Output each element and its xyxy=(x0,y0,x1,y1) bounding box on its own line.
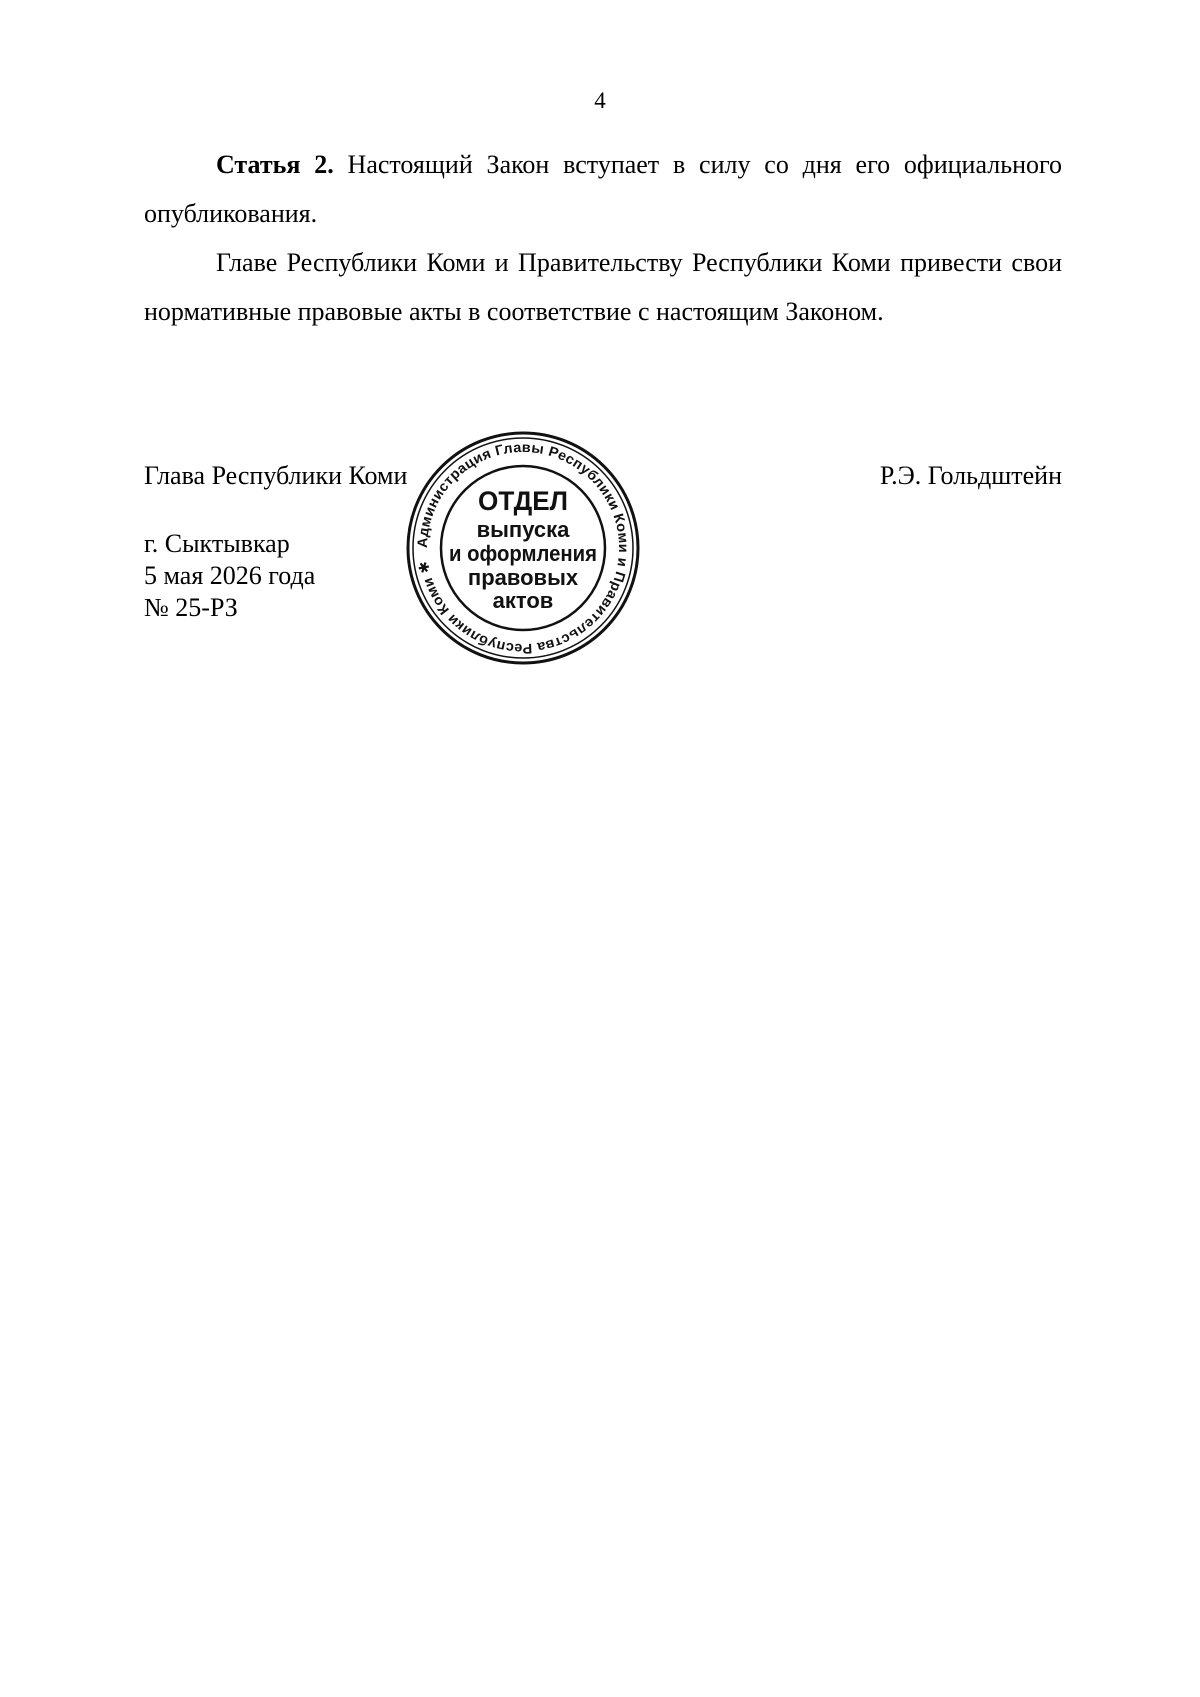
place-date-block xyxy=(144,528,315,624)
page-number: 4 xyxy=(594,88,606,113)
stamp-ring-text: Администрация Главы Республики Коми и Правительства Республики Коми ✱ xyxy=(413,438,633,658)
article-text: Настоящий Закон вступает в силу со дня его официального опубликования. xyxy=(144,150,1063,228)
article-paragraph xyxy=(144,140,1062,238)
adoption-date: 5 мая 2026 года xyxy=(144,561,316,590)
svg-text:выпуска: выпуска xyxy=(476,517,570,542)
signatory-name: Р.Э. Гольдштейн xyxy=(879,461,1062,490)
law-body xyxy=(144,140,1062,336)
svg-text:правовых: правовых xyxy=(467,565,579,590)
svg-text:актов: актов xyxy=(492,588,554,613)
law-number: № 25-РЗ xyxy=(144,593,238,622)
city: г. Сыктывкар xyxy=(144,529,290,558)
signatory-position: Глава Республики Коми xyxy=(144,461,408,490)
svg-text:ОТДЕЛ: ОТДЕЛ xyxy=(478,486,568,516)
stamp-center-text xyxy=(449,486,597,613)
svg-text:и оформления: и оформления xyxy=(449,541,597,566)
instruction-paragraph: Главе Республики Коми и Правительству Республики Коми привести свои нормативные правовые акты в соответствие с настоящим Законом. xyxy=(144,248,1062,326)
official-stamp-icon xyxy=(405,430,641,666)
article-label: Статья 2. xyxy=(216,150,334,179)
